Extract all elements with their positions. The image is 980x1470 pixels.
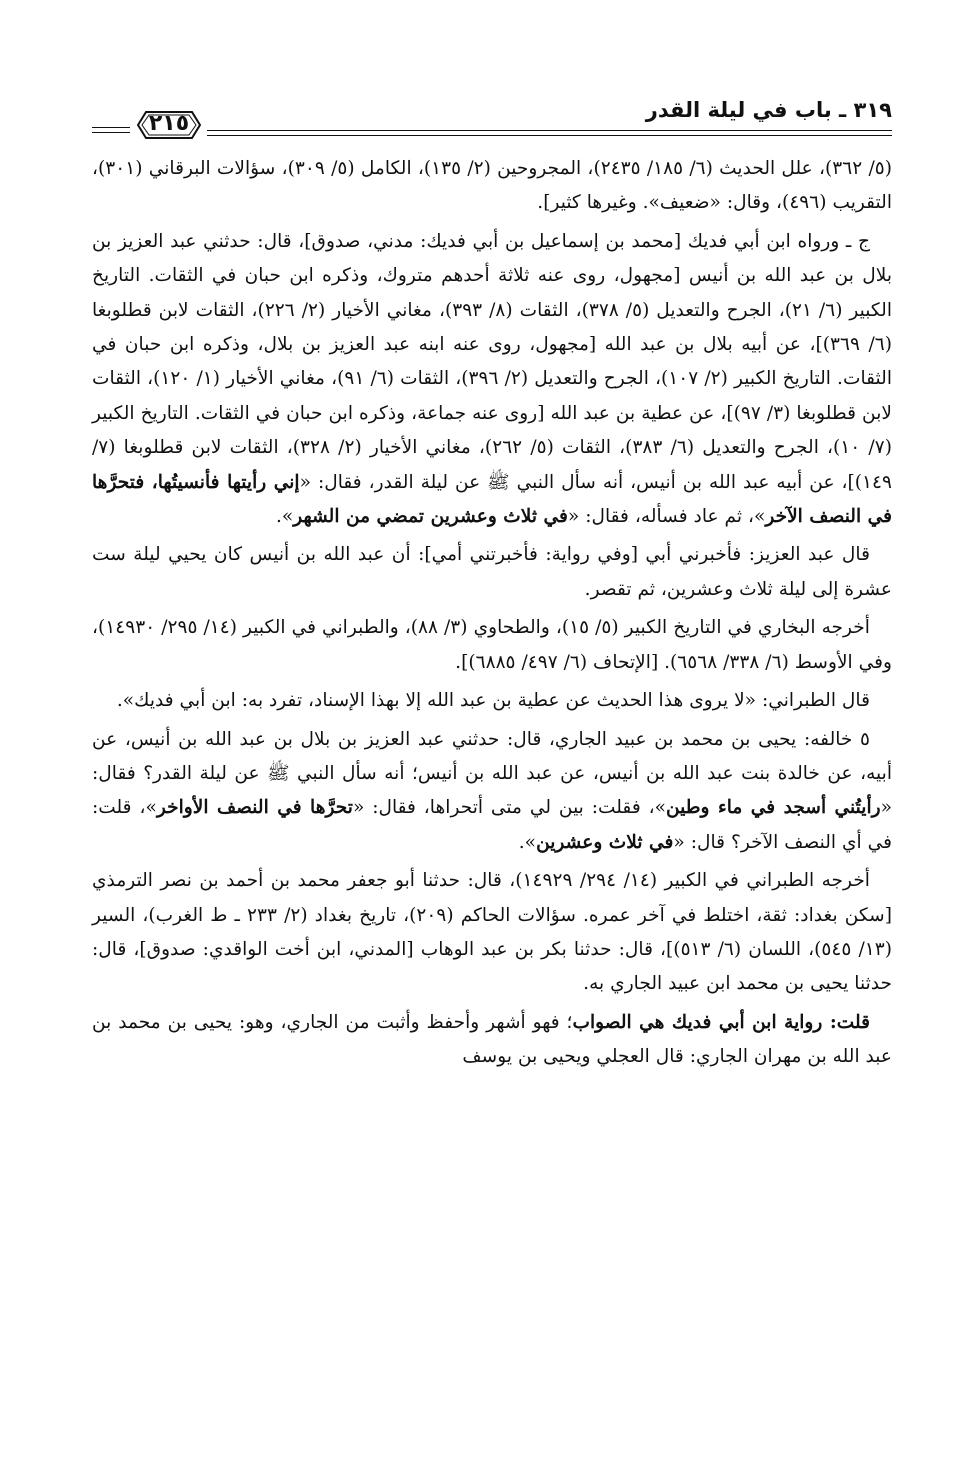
paragraph-8-text-1: ؛ فهو أشهر وأحفظ وأثبت من الجاري، وهو: يحيى بن محمد بن عبد الله بن مهران الجاري: قال العجلي ويحيى بن يوسف bbox=[92, 1011, 892, 1068]
paragraph-4 bbox=[92, 611, 892, 680]
paragraph-4-text: أخرجه البخاري في التاريخ الكبير (٥/ ١٥)، والطحاوي (٣/ ٨٨)، والطبراني في الكبير (١٤/ ٢٩٥/ ١٤٩٣٠)، وفي الأوسط (٦/ ٣٣٨/ ٦٥٦٨). [الإتحاف (٦/ ٤٩٧/ ٦٨٨٥)]. bbox=[92, 617, 892, 673]
paragraph-2-text-2: »، ثم عاد فسأله، فقال: « bbox=[567, 506, 766, 528]
paragraph-2-bold-2: في ثلاث وعشرين تمضي من الشهر bbox=[293, 506, 568, 528]
page bbox=[92, 92, 892, 1079]
chapter-title: ٣١٩ ـ باب في ليلة القدر bbox=[645, 98, 892, 122]
page-header bbox=[92, 92, 892, 144]
paragraph-1-text: (٥/ ٣٦٢)، علل الحديث (٦/ ١٨٥/ ٢٤٣٥)، المجروحين (٢/ ١٣٥)، الكامل (٥/ ٣٠٩)، سؤالات البرقاني (٣٠١)، التقريب (٤٩٦)، وقال: «ضعيف». وغيرها كثير]. bbox=[92, 158, 892, 214]
paragraph-6-text-3: »، قلت: في أي النصف الآخر؟ قال: « bbox=[92, 797, 892, 853]
paragraph-8-bold-1: قلت: رواية ابن أبي فديك هي الصواب bbox=[572, 1011, 870, 1033]
paragraph-6-bold-2: تحرَّها في النصف الأواخر bbox=[156, 797, 353, 819]
paragraph-2-text-3: ». bbox=[275, 506, 294, 528]
paragraph-6-bold-3: في ثلاث وعشرين bbox=[536, 831, 674, 853]
paragraph-6 bbox=[92, 723, 892, 861]
paragraph-3 bbox=[92, 538, 892, 607]
paragraph-6-text-1: ٥ خالفه: يحيى بن محمد بن عبيد الجاري، قال: حدثني عبد العزيز بن بلال بن عبد الله بن أنيس، عن أبيه، عن خالدة بنت عبد الله بن أنيس، عن عبد الله بن أنيس؛ أنه سأل النبي ﷺ عن ليلة القدر؟ فقال: « bbox=[92, 728, 892, 819]
paragraph-2-bold-1: إني رأيتها فأنسيتُها، فتحرَّها في النصف الآخر bbox=[92, 471, 892, 528]
left-rule-secondary bbox=[92, 132, 130, 133]
paragraph-5 bbox=[92, 684, 892, 718]
paragraph-7-text: أخرجه الطبراني في الكبير (١٤/ ٢٩٤/ ١٤٩٢٩)، قال: حدثنا أبو جعفر محمد بن أحمد بن نصر الترمذي [سكن بغداد: ثقة، اختلط في آخر عمره. سؤالات الحاكم (٢٠٩)، تاريخ بغداد (٢/ ٢٣٣ ـ ط الغرب)، السير (١٣/ ٥٤٥)، اللسان (٦/ ٥١٣)]، قال: حدثنا بكر بن عبد الوهاب [المدني، ابن أخت الواقدي: صدوق]، قال: حدثنا يحيى بن محمد ابن عبيد الجاري به. bbox=[92, 870, 892, 995]
main-text bbox=[92, 152, 892, 1075]
paragraph-3-text: قال عبد العزيز: فأخبرني أبي [وفي رواية: فأخبرتني أمي]: أن عبد الله بن أنيس كان يحيي ليلة ست عشرة إلى ليلة ثلاث وعشرين، ثم تقصر. bbox=[92, 544, 892, 600]
paragraph-2 bbox=[92, 225, 892, 535]
header-rule-secondary bbox=[207, 135, 892, 136]
paragraph-1 bbox=[92, 152, 892, 221]
paragraph-6-text-2: »، فقلت: بين لي متى أتحراها، فقال: « bbox=[352, 797, 666, 819]
paragraph-8 bbox=[92, 1006, 892, 1075]
paragraph-6-bold-1: رأيتُني أسجد في ماء وطين bbox=[665, 797, 881, 819]
header-rule bbox=[207, 130, 892, 131]
paragraph-6-text-4: ». bbox=[518, 831, 537, 853]
paragraph-5-text: قال الطبراني: «لا يروى هذا الحديث عن عطية بن عبد الله إلا بهذا الإسناد، تفرد به: ابن أبي فديك». bbox=[116, 690, 870, 712]
page-number: ٢١٥ bbox=[148, 111, 190, 136]
page-number-badge bbox=[132, 108, 206, 142]
paragraph-2-text-1: ج ـ ورواه ابن أبي فديك [محمد بن إسماعيل بن أبي فديك: مدني، صدوق]، قال: حدثني عبد العزيز بن بلال بن عبد الله بن أنيس [مجهول، روى عنه ثلاثة أحدهم متروك، وذكره ابن حبان في الثقات. التاريخ الكبير (٦/ ٢١)، الجرح والتعديل (٥/ ٣٧٨)، الثقات (٨/ ٣٩٣)، مغاني الأخيار (٢/ ٢٢٦)، الثقات لابن قطلوبغا (٦/ ٣٦٩)]، عن أبيه بلال بن عبد الله [مجهول، روى عنه ابنه عبد العزيز بن بلال، وذكره ابن حبان في الثقات. التاريخ الكبير (٢/ ١٠٧)، الجرح والتعديل (٢/ ٣٩٦)، الثقات (٦/ ٩١)، مغاني الأخيار (١/ ١٢٠)، الثقات لابن قطلوبغا (٣/ ٩٧)]، عن عطية بن عبد الله [روى عنه جماعة، وذكره ابن حبان في الثقات. التاريخ الكبير (٧/ ١٠)، الجرح والتعديل (٦/ ٣٨٣)، الثقات (٥/ ٢٦٢)، مغاني الأخيار (٢/ ٣٢٨)، الثقات لابن قطلوبغا (٧/ ١٤٩)]، عن أبيه عبد الله بن أنيس، أنه سأل النبي ﷺ عن ليلة القدر، فقال: « bbox=[92, 230, 892, 493]
left-rule bbox=[92, 127, 130, 128]
paragraph-7 bbox=[92, 864, 892, 1002]
